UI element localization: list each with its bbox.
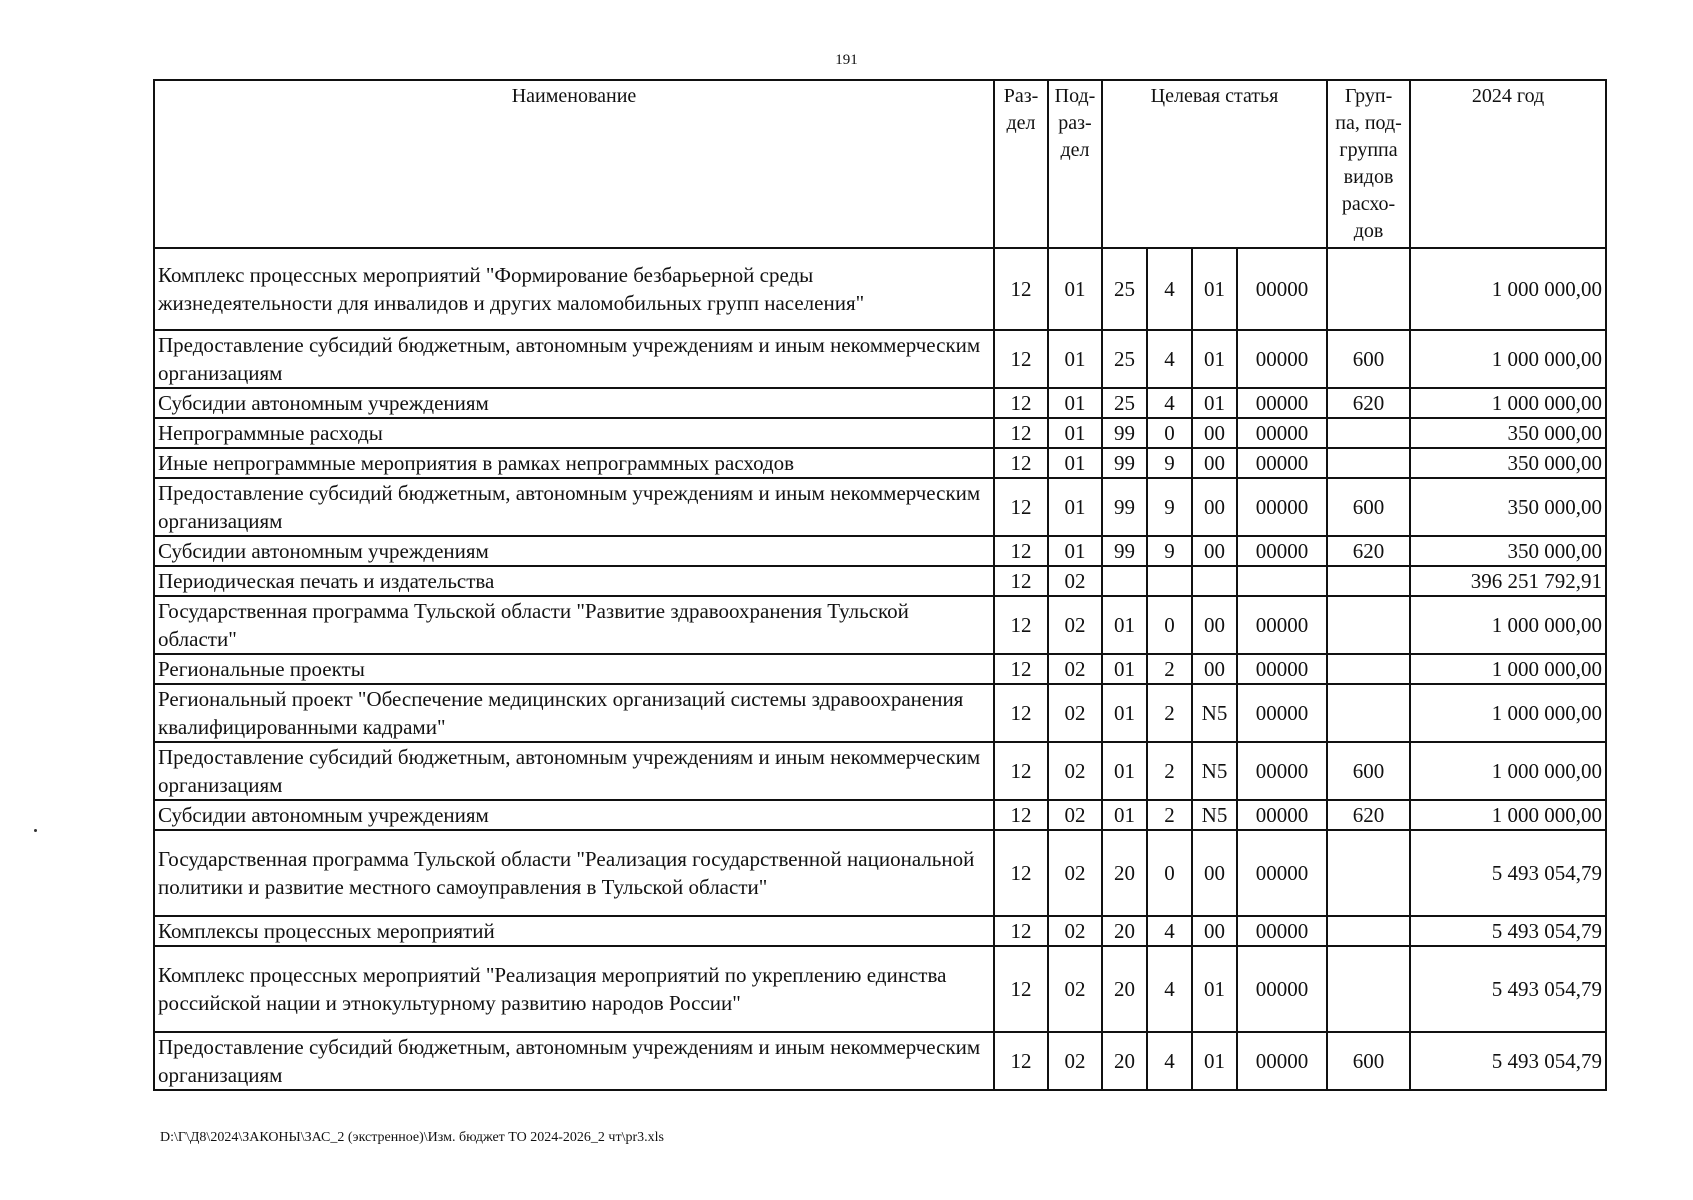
table-row [154, 478, 1606, 536]
row-amount: 1 000 000,00 [1410, 800, 1606, 830]
row-target-program: 01 [1102, 654, 1147, 684]
row-expense-group: 600 [1327, 742, 1410, 800]
row-expense-group [1327, 684, 1410, 742]
row-target-direction: 00000 [1237, 596, 1327, 654]
table-row [154, 330, 1606, 388]
row-target-event: 01 [1192, 248, 1237, 330]
row-name: Иные непрограммные мероприятия в рамках непрограммных расходов [154, 448, 994, 478]
row-podrazdel: 02 [1048, 742, 1102, 800]
row-target-event: 01 [1192, 946, 1237, 1032]
row-podrazdel: 01 [1048, 418, 1102, 448]
row-expense-group [1327, 916, 1410, 946]
row-target-event: 00 [1192, 478, 1237, 536]
row-razdel: 12 [994, 946, 1048, 1032]
row-target-event: 00 [1192, 536, 1237, 566]
row-target-subprogram: 4 [1147, 248, 1192, 330]
row-name: Комплекс процессных мероприятий "Реализация мероприятий по укреплению единства российской нации и этнокультурному развитию народов России" [154, 946, 994, 1032]
row-amount: 1 000 000,00 [1410, 330, 1606, 388]
row-target-subprogram: 4 [1147, 388, 1192, 418]
row-target-event: 00 [1192, 418, 1237, 448]
row-target-subprogram: 0 [1147, 418, 1192, 448]
row-razdel: 12 [994, 536, 1048, 566]
row-target-direction: 00000 [1237, 536, 1327, 566]
table-row [154, 654, 1606, 684]
row-amount: 1 000 000,00 [1410, 596, 1606, 654]
file-path-footer: D:\Г\Д8\2024\ЗАКОНЫ\ЗАС_2 (экстренное)\Изм. бюджет ТО 2024-2026_2 чт\pr3.xls [160, 1130, 664, 1145]
page-number: 191 [835, 52, 858, 68]
row-target-direction: 00000 [1237, 742, 1327, 800]
row-name: Субсидии автономным учреждениям [154, 388, 994, 418]
header-target-article: Целевая статья [1102, 80, 1327, 248]
row-target-subprogram: 4 [1147, 946, 1192, 1032]
row-target-subprogram: 9 [1147, 478, 1192, 536]
table-body [154, 248, 1606, 1090]
table-row [154, 946, 1606, 1032]
row-name: Комплексы процессных мероприятий [154, 916, 994, 946]
row-expense-group: 600 [1327, 330, 1410, 388]
row-target-direction: 00000 [1237, 448, 1327, 478]
row-razdel: 12 [994, 742, 1048, 800]
row-amount: 350 000,00 [1410, 478, 1606, 536]
row-target-direction: 00000 [1237, 330, 1327, 388]
header-year-2024: 2024 год [1410, 80, 1606, 248]
row-target-direction: 00000 [1237, 1032, 1327, 1090]
row-target-program: 01 [1102, 742, 1147, 800]
row-target-subprogram: 0 [1147, 596, 1192, 654]
row-target-direction: 00000 [1237, 800, 1327, 830]
row-expense-group: 620 [1327, 388, 1410, 418]
row-razdel: 12 [994, 1032, 1048, 1090]
row-expense-group: 600 [1327, 478, 1410, 536]
row-target-program: 01 [1102, 800, 1147, 830]
row-name: Периодическая печать и издательства [154, 566, 994, 596]
table-row [154, 800, 1606, 830]
table-row [154, 596, 1606, 654]
row-target-direction: 00000 [1237, 654, 1327, 684]
row-target-program: 25 [1102, 388, 1147, 418]
row-podrazdel: 02 [1048, 946, 1102, 1032]
row-podrazdel: 01 [1048, 478, 1102, 536]
row-target-direction: 00000 [1237, 388, 1327, 418]
row-razdel: 12 [994, 388, 1048, 418]
scan-speck [34, 829, 37, 832]
row-target-event [1192, 566, 1237, 596]
row-target-subprogram: 2 [1147, 742, 1192, 800]
table-row [154, 566, 1606, 596]
table-row [154, 388, 1606, 418]
row-amount: 5 493 054,79 [1410, 1032, 1606, 1090]
row-amount: 5 493 054,79 [1410, 916, 1606, 946]
row-target-subprogram: 2 [1147, 654, 1192, 684]
row-expense-group [1327, 566, 1410, 596]
row-name: Комплекс процессных мероприятий "Формирование безбарьерной среды жизнедеятельности для инвалидов и других маломобильных групп населения" [154, 248, 994, 330]
row-name: Предоставление субсидий бюджетным, автономным учреждениям и иным некоммерческим организациям [154, 478, 994, 536]
table-header-row [154, 80, 1606, 248]
row-amount: 5 493 054,79 [1410, 830, 1606, 916]
row-target-program: 25 [1102, 330, 1147, 388]
row-amount: 396 251 792,91 [1410, 566, 1606, 596]
row-target-subprogram: 2 [1147, 684, 1192, 742]
row-name: Государственная программа Тульской области "Развитие здравоохранения Тульской области" [154, 596, 994, 654]
header-razdel: Раз- дел [994, 80, 1048, 248]
row-podrazdel: 02 [1048, 654, 1102, 684]
row-target-subprogram: 0 [1147, 830, 1192, 916]
row-target-event: 00 [1192, 916, 1237, 946]
row-target-program: 20 [1102, 916, 1147, 946]
row-target-direction [1237, 566, 1327, 596]
table-row [154, 448, 1606, 478]
budget-table [153, 79, 1607, 1091]
header-expense-group: Груп- па, под- группа видов расхо- дов [1327, 80, 1410, 248]
row-amount: 350 000,00 [1410, 536, 1606, 566]
row-expense-group: 620 [1327, 800, 1410, 830]
row-target-event: 00 [1192, 654, 1237, 684]
table-row [154, 418, 1606, 448]
row-name: Региональный проект "Обеспечение медицинских организаций системы здравоохранения квалифицированными кадрами" [154, 684, 994, 742]
row-expense-group [1327, 448, 1410, 478]
table-row [154, 916, 1606, 946]
row-expense-group [1327, 248, 1410, 330]
row-podrazdel: 02 [1048, 800, 1102, 830]
row-podrazdel: 02 [1048, 684, 1102, 742]
row-target-event: 01 [1192, 1032, 1237, 1090]
row-expense-group: 600 [1327, 1032, 1410, 1090]
row-target-program: 01 [1102, 684, 1147, 742]
row-name: Предоставление субсидий бюджетным, автономным учреждениям и иным некоммерческим организациям [154, 1032, 994, 1090]
row-target-subprogram: 4 [1147, 1032, 1192, 1090]
table-row [154, 742, 1606, 800]
row-razdel: 12 [994, 596, 1048, 654]
row-podrazdel: 02 [1048, 830, 1102, 916]
row-razdel: 12 [994, 654, 1048, 684]
row-target-subprogram: 9 [1147, 536, 1192, 566]
row-target-program: 99 [1102, 448, 1147, 478]
row-target-program [1102, 566, 1147, 596]
row-target-direction: 00000 [1237, 418, 1327, 448]
row-target-direction: 00000 [1237, 946, 1327, 1032]
row-podrazdel: 02 [1048, 1032, 1102, 1090]
header-podrazdel: Под- раз- дел [1048, 80, 1102, 248]
row-target-subprogram: 2 [1147, 800, 1192, 830]
row-razdel: 12 [994, 418, 1048, 448]
row-amount: 1 000 000,00 [1410, 742, 1606, 800]
row-expense-group [1327, 418, 1410, 448]
row-podrazdel: 01 [1048, 388, 1102, 418]
row-razdel: 12 [994, 330, 1048, 388]
row-podrazdel: 01 [1048, 330, 1102, 388]
row-podrazdel: 01 [1048, 448, 1102, 478]
row-target-event: 00 [1192, 448, 1237, 478]
row-amount: 350 000,00 [1410, 448, 1606, 478]
row-target-direction: 00000 [1237, 830, 1327, 916]
row-target-event: 01 [1192, 388, 1237, 418]
row-razdel: 12 [994, 248, 1048, 330]
row-target-program: 20 [1102, 830, 1147, 916]
row-podrazdel: 01 [1048, 536, 1102, 566]
header-name: Наименование [154, 80, 994, 248]
row-target-event: N5 [1192, 742, 1237, 800]
row-target-program: 99 [1102, 536, 1147, 566]
row-expense-group [1327, 830, 1410, 916]
table-row [154, 684, 1606, 742]
row-target-event: 00 [1192, 830, 1237, 916]
table-row [154, 1032, 1606, 1090]
row-target-subprogram: 9 [1147, 448, 1192, 478]
row-razdel: 12 [994, 478, 1048, 536]
row-target-direction: 00000 [1237, 248, 1327, 330]
row-target-direction: 00000 [1237, 916, 1327, 946]
row-target-subprogram [1147, 566, 1192, 596]
row-expense-group: 620 [1327, 536, 1410, 566]
row-target-event: 00 [1192, 596, 1237, 654]
row-expense-group [1327, 654, 1410, 684]
row-razdel: 12 [994, 916, 1048, 946]
row-name: Непрограммные расходы [154, 418, 994, 448]
row-target-program: 99 [1102, 478, 1147, 536]
row-target-program: 20 [1102, 1032, 1147, 1090]
table-row [154, 830, 1606, 916]
table-row [154, 248, 1606, 330]
row-amount: 1 000 000,00 [1410, 684, 1606, 742]
row-expense-group [1327, 946, 1410, 1032]
row-name: Субсидии автономным учреждениям [154, 536, 994, 566]
row-target-subprogram: 4 [1147, 330, 1192, 388]
row-podrazdel: 02 [1048, 596, 1102, 654]
row-razdel: 12 [994, 830, 1048, 916]
row-target-program: 01 [1102, 596, 1147, 654]
row-podrazdel: 02 [1048, 566, 1102, 596]
row-razdel: 12 [994, 448, 1048, 478]
row-amount: 1 000 000,00 [1410, 654, 1606, 684]
row-amount: 1 000 000,00 [1410, 248, 1606, 330]
row-podrazdel: 02 [1048, 916, 1102, 946]
row-target-program: 25 [1102, 248, 1147, 330]
row-target-event: 01 [1192, 330, 1237, 388]
row-target-direction: 00000 [1237, 684, 1327, 742]
row-podrazdel: 01 [1048, 248, 1102, 330]
row-razdel: 12 [994, 566, 1048, 596]
row-name: Предоставление субсидий бюджетным, автономным учреждениям и иным некоммерческим организациям [154, 742, 994, 800]
row-expense-group [1327, 596, 1410, 654]
table-row [154, 536, 1606, 566]
row-amount: 1 000 000,00 [1410, 388, 1606, 418]
row-name: Субсидии автономным учреждениям [154, 800, 994, 830]
row-amount: 350 000,00 [1410, 418, 1606, 448]
row-name: Региональные проекты [154, 654, 994, 684]
row-target-event: N5 [1192, 684, 1237, 742]
row-amount: 5 493 054,79 [1410, 946, 1606, 1032]
row-name: Предоставление субсидий бюджетным, автономным учреждениям и иным некоммерческим организациям [154, 330, 994, 388]
row-target-subprogram: 4 [1147, 916, 1192, 946]
row-razdel: 12 [994, 684, 1048, 742]
row-target-direction: 00000 [1237, 478, 1327, 536]
row-target-event: N5 [1192, 800, 1237, 830]
row-razdel: 12 [994, 800, 1048, 830]
row-target-program: 99 [1102, 418, 1147, 448]
row-target-program: 20 [1102, 946, 1147, 1032]
row-name: Государственная программа Тульской области "Реализация государственной национальной политики и развитие местного самоуправления в Тульской области" [154, 830, 994, 916]
